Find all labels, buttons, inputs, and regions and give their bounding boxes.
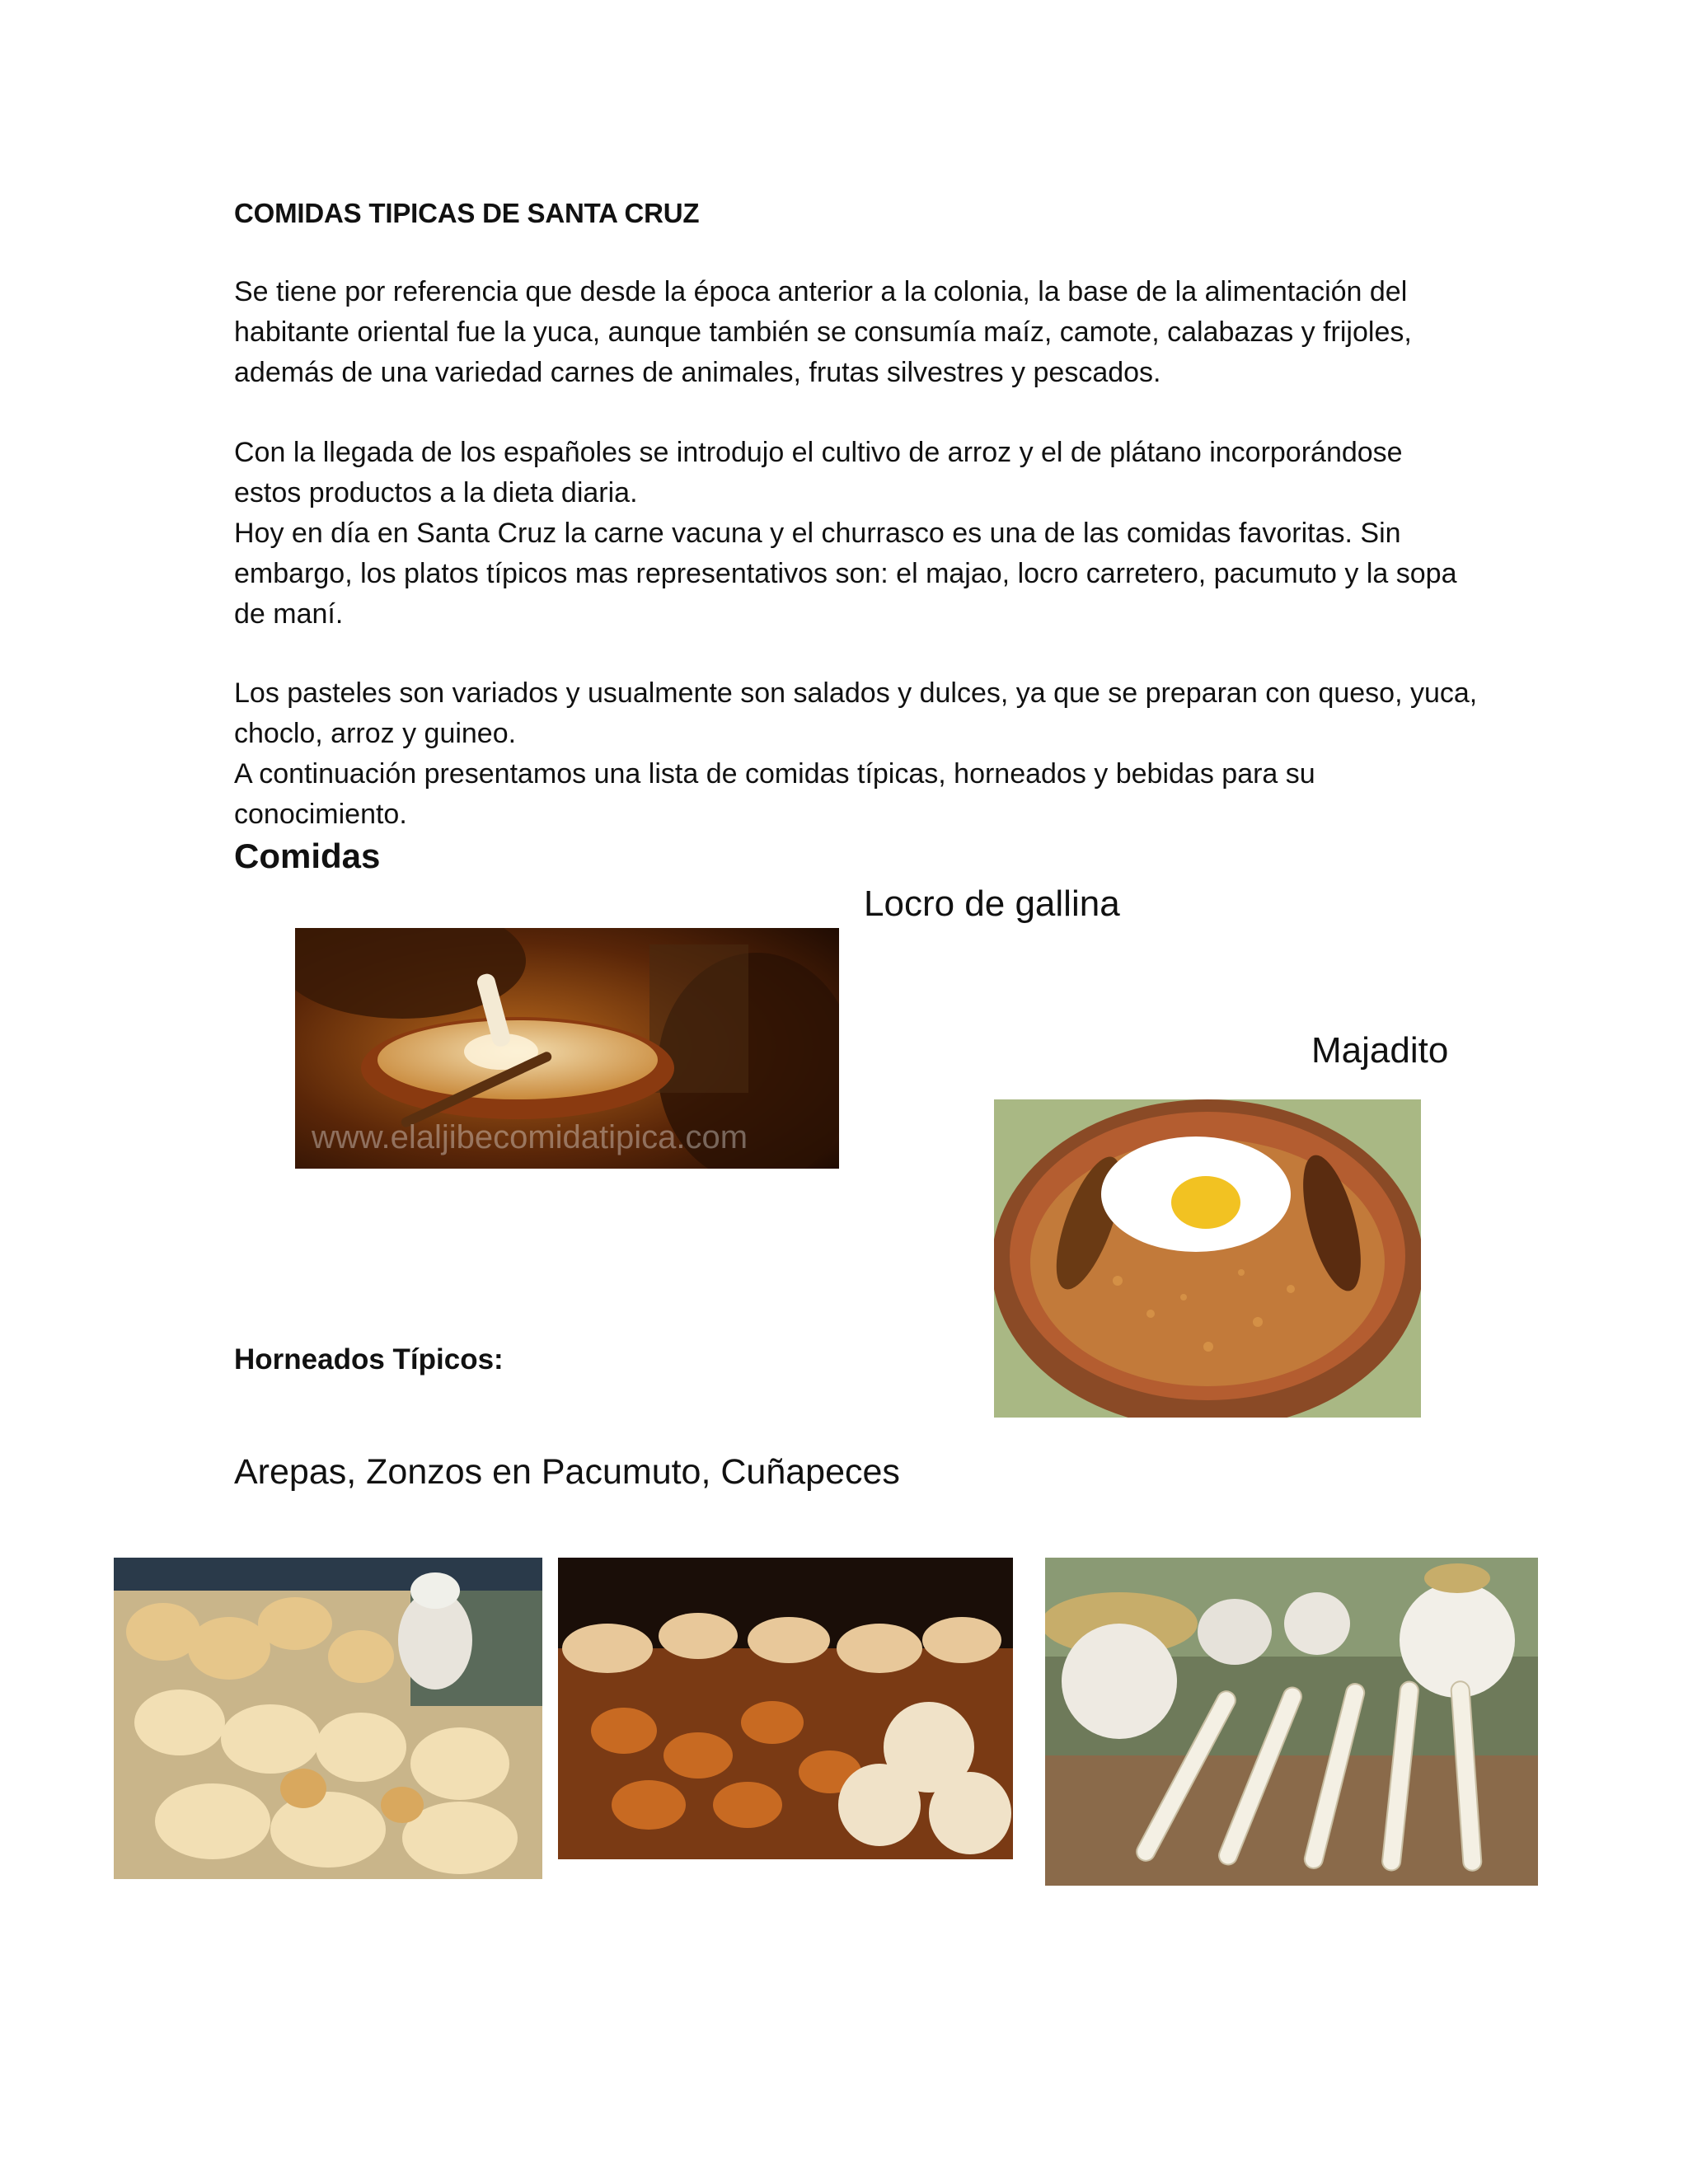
paragraph-intro <box>234 272 1470 393</box>
paragraph-line: habitante oriental fue la yuca, aunque también se consumía maíz, camote, calabazas y frijoles, <box>234 316 1412 348</box>
paragraph-line: Hoy en día en Santa Cruz la carne vacuna y el churrasco es una de las comidas favoritas. Sin <box>234 518 1401 549</box>
paragraph-line: conocimiento. <box>234 799 407 830</box>
caption-locro: Locro de gallina <box>864 883 1120 924</box>
paragraph-line: Se tiene por referencia que desde la época anterior a la colonia, la base de la alimentación del <box>234 276 1408 307</box>
baked-goods-photo <box>558 1558 1013 1859</box>
caption-majadito: Majadito <box>1311 1030 1449 1071</box>
bread-market-photo <box>114 1558 542 1879</box>
locro-photo <box>295 928 839 1169</box>
document-title: COMIDAS TIPICAS DE SANTA CRUZ <box>234 198 700 228</box>
locro-watermark: www.elaljibecomidatipica.com <box>312 1119 748 1155</box>
paragraph-line: Los pasteles son variados y usualmente son salados y dulces, ya que se preparan con queso, yuca, <box>234 677 1478 709</box>
paragraph-pastries <box>234 673 1478 835</box>
section-heading-horneados: Horneados Típicos: <box>234 1343 504 1376</box>
cunapes-photo <box>1045 1558 1538 1886</box>
paragraph-line: A continuación presentamos una lista de comidas típicas, horneados y bebidas para su <box>234 758 1315 790</box>
paragraph-line: de maní. <box>234 598 344 630</box>
paragraph-line: además de una variedad carnes de animales, frutas silvestres y pescados. <box>234 357 1161 388</box>
paragraph-history <box>234 433 1470 635</box>
section-heading-comidas: Comidas <box>234 837 381 875</box>
horneados-list: Arepas, Zonzos en Pacumuto, Cuñapeces <box>234 1452 900 1492</box>
paragraph-line: choclo, arroz y guineo. <box>234 718 517 749</box>
paragraph-line: Con la llegada de los españoles se introdujo el cultivo de arroz y el de plátano incorporándose <box>234 437 1403 468</box>
paragraph-line: estos productos a la dieta diaria. <box>234 477 638 509</box>
majadito-photo <box>994 1099 1421 1418</box>
paragraph-line: embargo, los platos típicos mas representativos son: el majao, locro carretero, pacumuto y la sopa <box>234 558 1457 589</box>
